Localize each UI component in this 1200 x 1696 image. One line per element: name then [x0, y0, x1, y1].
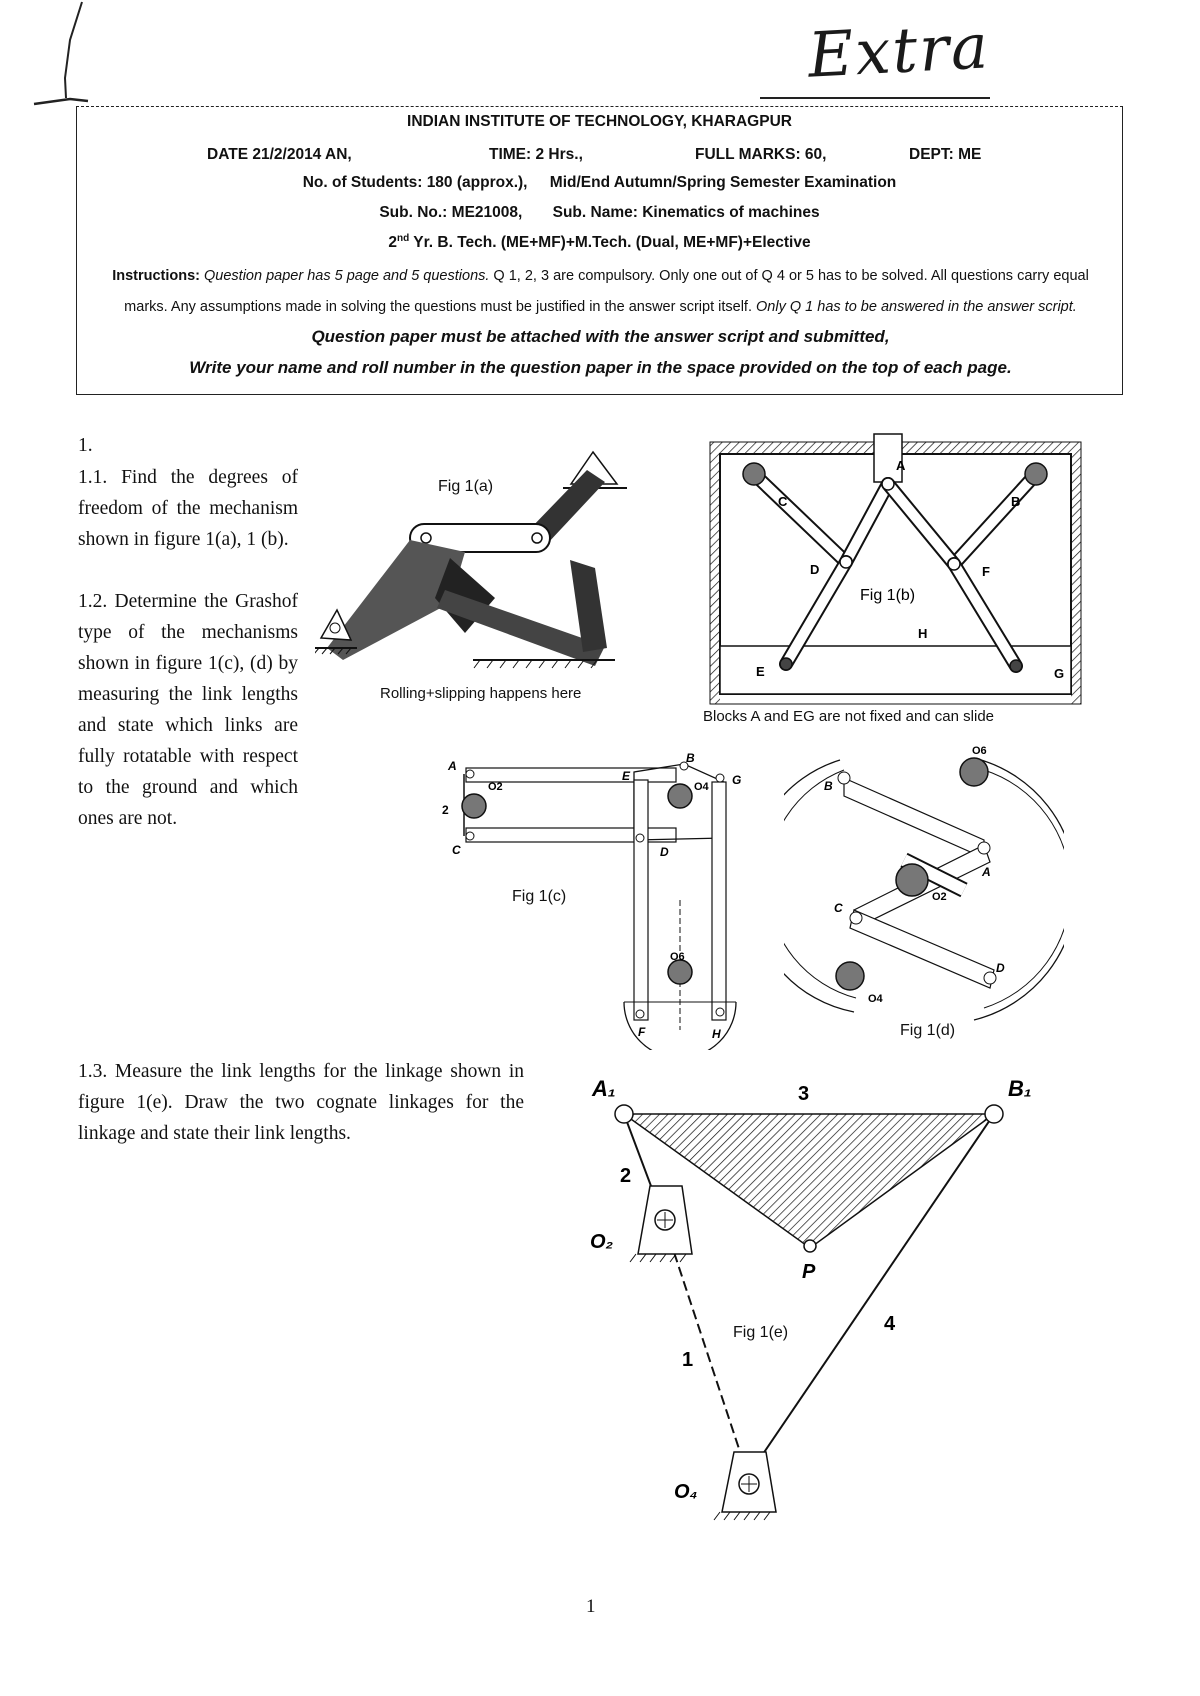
svg-text:B: B: [824, 779, 833, 793]
svg-text:A: A: [448, 759, 457, 773]
svg-text:C: C: [452, 843, 461, 857]
svg-text:O2: O2: [488, 781, 503, 793]
svg-text:O₄: O₄: [674, 1481, 698, 1503]
fig-1c-caption: Fig 1(c): [512, 888, 567, 905]
svg-text:H: H: [918, 626, 928, 641]
figure-1e: [580, 1066, 1040, 1546]
subject-number: Sub. No.: ME21008,: [379, 204, 523, 221]
svg-text:B₁: B₁: [1008, 1076, 1032, 1101]
svg-text:2: 2: [620, 1165, 632, 1187]
fig-1b-note: Blocks A and EG are not fixed and can slide: [703, 708, 995, 725]
handwritten-extra-annotation: Extra: [806, 9, 992, 92]
svg-text:G: G: [1054, 666, 1065, 681]
svg-text:A: A: [982, 865, 991, 879]
svg-text:D: D: [810, 562, 820, 577]
svg-text:4: 4: [884, 1313, 896, 1335]
question-1-2: 1.2. Determine the Grashof type of the mechanisms shown in figure 1(c), (d) by measuring the link lengths and state which links are fully rotatable with respect to the ground and which ones are not.: [78, 591, 298, 829]
subject-row: [77, 204, 1122, 222]
svg-text:A: A: [896, 458, 906, 473]
svg-text:3: 3: [798, 1083, 810, 1105]
svg-text:O4: O4: [868, 993, 883, 1005]
figure-1d: [784, 740, 1064, 1040]
question-1-2-part: [78, 586, 298, 834]
students-exam-row: [77, 174, 1122, 192]
svg-text:O6: O6: [972, 745, 987, 757]
svg-text:P: P: [802, 1261, 816, 1283]
svg-text:F: F: [982, 564, 990, 579]
svg-text:O2: O2: [932, 891, 947, 903]
svg-text:E: E: [622, 769, 631, 783]
svg-text:F: F: [638, 1025, 646, 1039]
svg-text:O4: O4: [694, 781, 709, 793]
exam-header-box: [76, 106, 1123, 395]
fig-1e-caption: Fig 1(e): [733, 1324, 789, 1341]
svg-text:C: C: [778, 494, 788, 509]
exam-type: Mid/End Autumn/Spring Semester Examination: [549, 174, 897, 191]
svg-text:B: B: [686, 751, 695, 765]
department: DEPT: ME: [909, 146, 982, 163]
question-number: 1.: [78, 435, 93, 456]
figure-1c: [434, 750, 754, 1050]
exam-date: DATE 21/2/2014 AN,: [207, 146, 352, 163]
svg-text:B: B: [1011, 494, 1021, 509]
fig-1d-caption: Fig 1(d): [900, 1022, 956, 1039]
subject-name: Sub. Name: Kinematics of machines: [552, 204, 820, 221]
svg-text:D: D: [996, 961, 1005, 975]
svg-text:A₁: A₁: [592, 1076, 616, 1101]
svg-text:E: E: [756, 664, 765, 679]
institute-name: INDIAN INSTITUTE OF TECHNOLOGY, KHARAGPUR: [407, 113, 792, 130]
page-number: 1: [586, 1596, 596, 1617]
full-marks: FULL MARKS: 60,: [695, 146, 827, 163]
svg-text:H: H: [712, 1027, 721, 1041]
instructions-block: Instructions: Question paper has 5 page and 5 questions. Q 1, 2, 3 are compulsory. Only one out of Q 4 or 5 has to be solved. All questions carry equal marks. Any assumptions made in solving the questions must be justified in the answer script itself. Only Q 1 has to be answered in the answer script. Question paper must be attached with the answer script and submitted, Write your name and roll number in the question paper in the space provided on the top of each page.: [112, 268, 1089, 377]
exam-time: TIME: 2 Hrs.,: [489, 146, 583, 163]
question-1-1: 1.1. Find the degrees of freedom of the mechanism shown in figure 1(a), 1 (b).: [78, 467, 298, 550]
svg-text:Fig 1(b): Fig 1(b): [860, 587, 916, 604]
svg-text:O₂: O₂: [590, 1231, 614, 1253]
svg-text:1: 1: [682, 1349, 694, 1371]
svg-text:C: C: [834, 901, 843, 915]
fig-1a-caption: Fig 1(a): [438, 478, 494, 495]
fig-1a-note: Rolling+slipping happens here: [380, 685, 582, 702]
handwritten-bracket-mark: [30, 0, 90, 110]
handwritten-underline: [760, 96, 990, 100]
figure-1a: [315, 448, 675, 688]
svg-text:2: 2: [442, 803, 449, 817]
svg-text:O6: O6: [670, 951, 685, 963]
svg-text:G: G: [732, 773, 742, 787]
figure-1b: [706, 424, 1086, 714]
student-count: No. of Students: 180 (approx.),: [302, 174, 528, 191]
programme-line: 2nd Yr. B. Tech. (ME+MF)+M.Tech. (Dual, ME+MF)+Elective: [388, 233, 811, 252]
svg-text:D: D: [660, 845, 669, 859]
instructions-label: Instructions:: [112, 268, 200, 284]
question-1-3: 1.3. Measure the link lengths for the linkage shown in figure 1(e). Draw the two cognate linkages for the linkage and state their link lengths.: [78, 1061, 524, 1144]
